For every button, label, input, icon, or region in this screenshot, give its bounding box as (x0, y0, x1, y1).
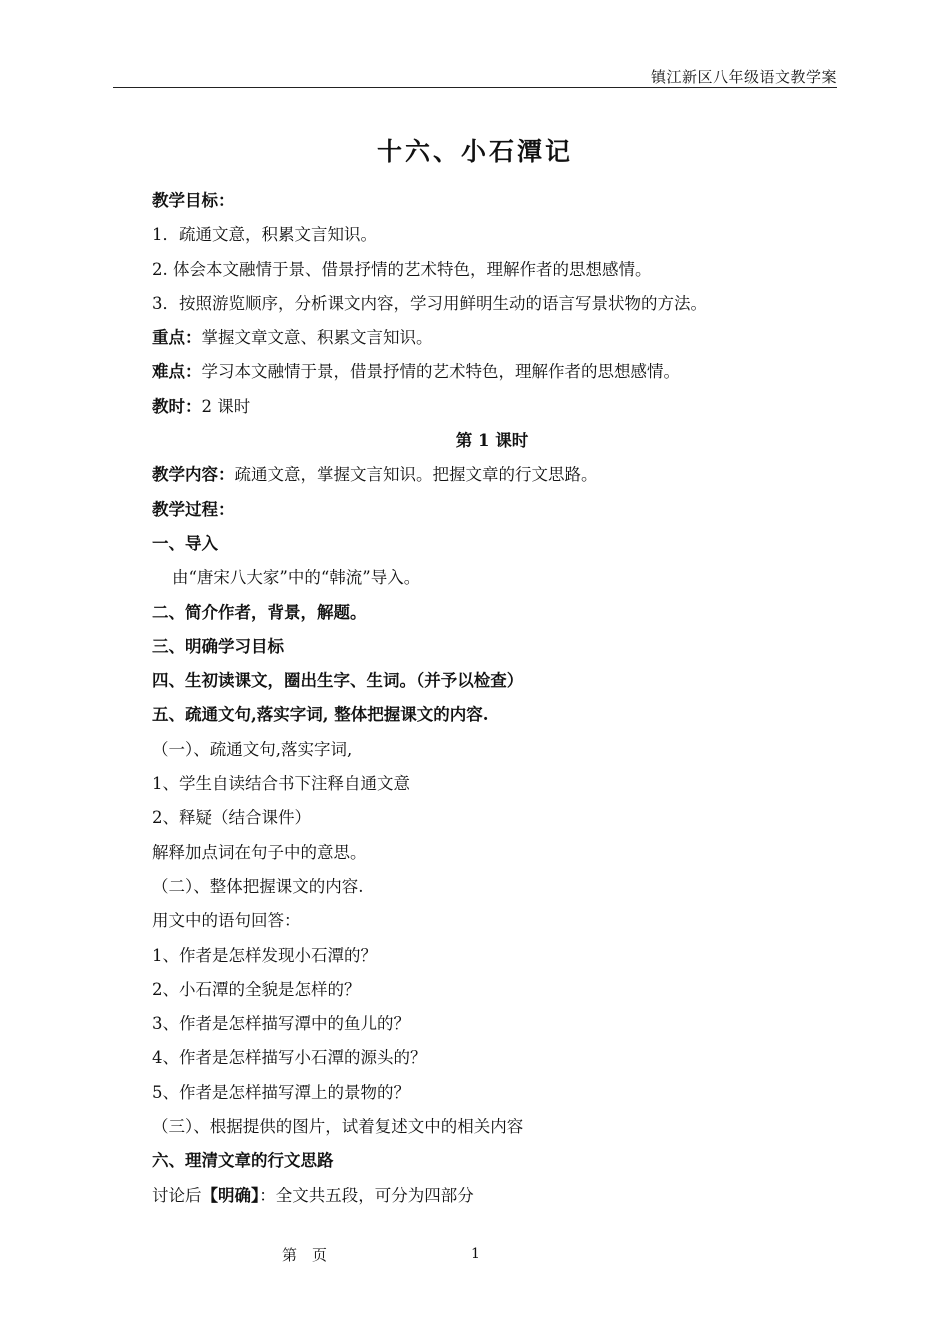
question-item: 5、作者是怎样描写潭上的景物的？ (152, 1082, 410, 1102)
objective-item: 2. 体会本文融情于景、借景抒情的艺术特色，理解作者的思想感情。 (152, 259, 652, 279)
running-header: 镇江新区八年级语文教学案 (650, 68, 837, 86)
sub-heading: （一）、疏通文句,落实字词, (152, 739, 353, 759)
difficulty (152, 355, 842, 389)
sub-heading: （二）、整体把握课文的内容. (152, 876, 364, 896)
list-item: 2、释疑（结合课件） (152, 808, 311, 828)
step-text (152, 1179, 842, 1213)
lesson-content (152, 458, 842, 492)
lesson-content-text: 疏通文意，掌握文言知识。把握文章的行文思路。 (234, 465, 598, 485)
lesson-content-label: 教学内容： (152, 465, 235, 485)
hours-label: 教时： (152, 396, 202, 416)
discussion-text: ：全文共五段，可分为四部分 (259, 1185, 474, 1205)
step-heading: 一、导入 (152, 533, 218, 553)
teaching-hours (152, 390, 842, 424)
key-point (152, 321, 842, 355)
objective-item: 1．疏通文意，积累文言知识。 (152, 225, 377, 245)
question-item: 1、作者是怎样发现小石潭的？ (152, 945, 377, 965)
question-item: 2、小石潭的全貌是怎样的？ (152, 979, 361, 999)
list-item: 解释加点词在句子中的意思。 (152, 842, 367, 862)
key-point-label: 重点： (152, 328, 202, 348)
difficulty-text: 学习本文融情于景，借景抒情的艺术特色，理解作者的思想感情。 (201, 362, 680, 382)
sub-heading: （三）、根据提供的图片，试着复述文中的相关内容 (152, 1117, 524, 1137)
list-item: 1、学生自读结合书下注释自通文意 (152, 774, 410, 794)
step-heading: 五、疏通文句,落实字词, 整体把握课文的内容. (152, 705, 489, 725)
difficulty-label: 难点： (152, 362, 202, 382)
step-heading: 四、生初读课文，圈出生字、生词。（并予以检查） (152, 671, 524, 691)
step-heading: 六、理清文章的行文思路 (152, 1151, 334, 1171)
question-item: 4、作者是怎样描写小石潭的源头的？ (152, 1048, 427, 1068)
list-item: 用文中的语句回答： (152, 911, 301, 931)
step-heading: 二、简介作者，背景，解题。 (152, 602, 367, 622)
clarify-label: 【明确】 (201, 1185, 260, 1205)
lesson-title: 第 1 课时 (455, 431, 529, 451)
footer-page-number: 1 (471, 1246, 480, 1262)
hours-text: 2 课时 (201, 396, 251, 416)
step-heading: 三、明确学习目标 (152, 636, 284, 656)
objectives-heading: 教学目标： (152, 191, 235, 210)
step-text: 由“唐宋八大家”中的“韩流”导入。 (172, 568, 421, 588)
question-item: 3、作者是怎样描写潭中的鱼儿的？ (152, 1014, 410, 1034)
key-point-text: 掌握文章文意、积累文言知识。 (201, 328, 433, 348)
page-title: 十六、小石潭记 (376, 137, 573, 166)
header-rule (113, 87, 837, 88)
document-body (152, 184, 842, 1213)
discussion-prefix: 讨论后 (152, 1185, 202, 1205)
objective-item: 3．按照游览顺序，分析课文内容，学习用鲜明生动的语言写景状物的方法。 (152, 293, 707, 313)
process-heading: 教学过程： (152, 499, 235, 519)
footer-page-label: 第 页 (282, 1246, 328, 1264)
